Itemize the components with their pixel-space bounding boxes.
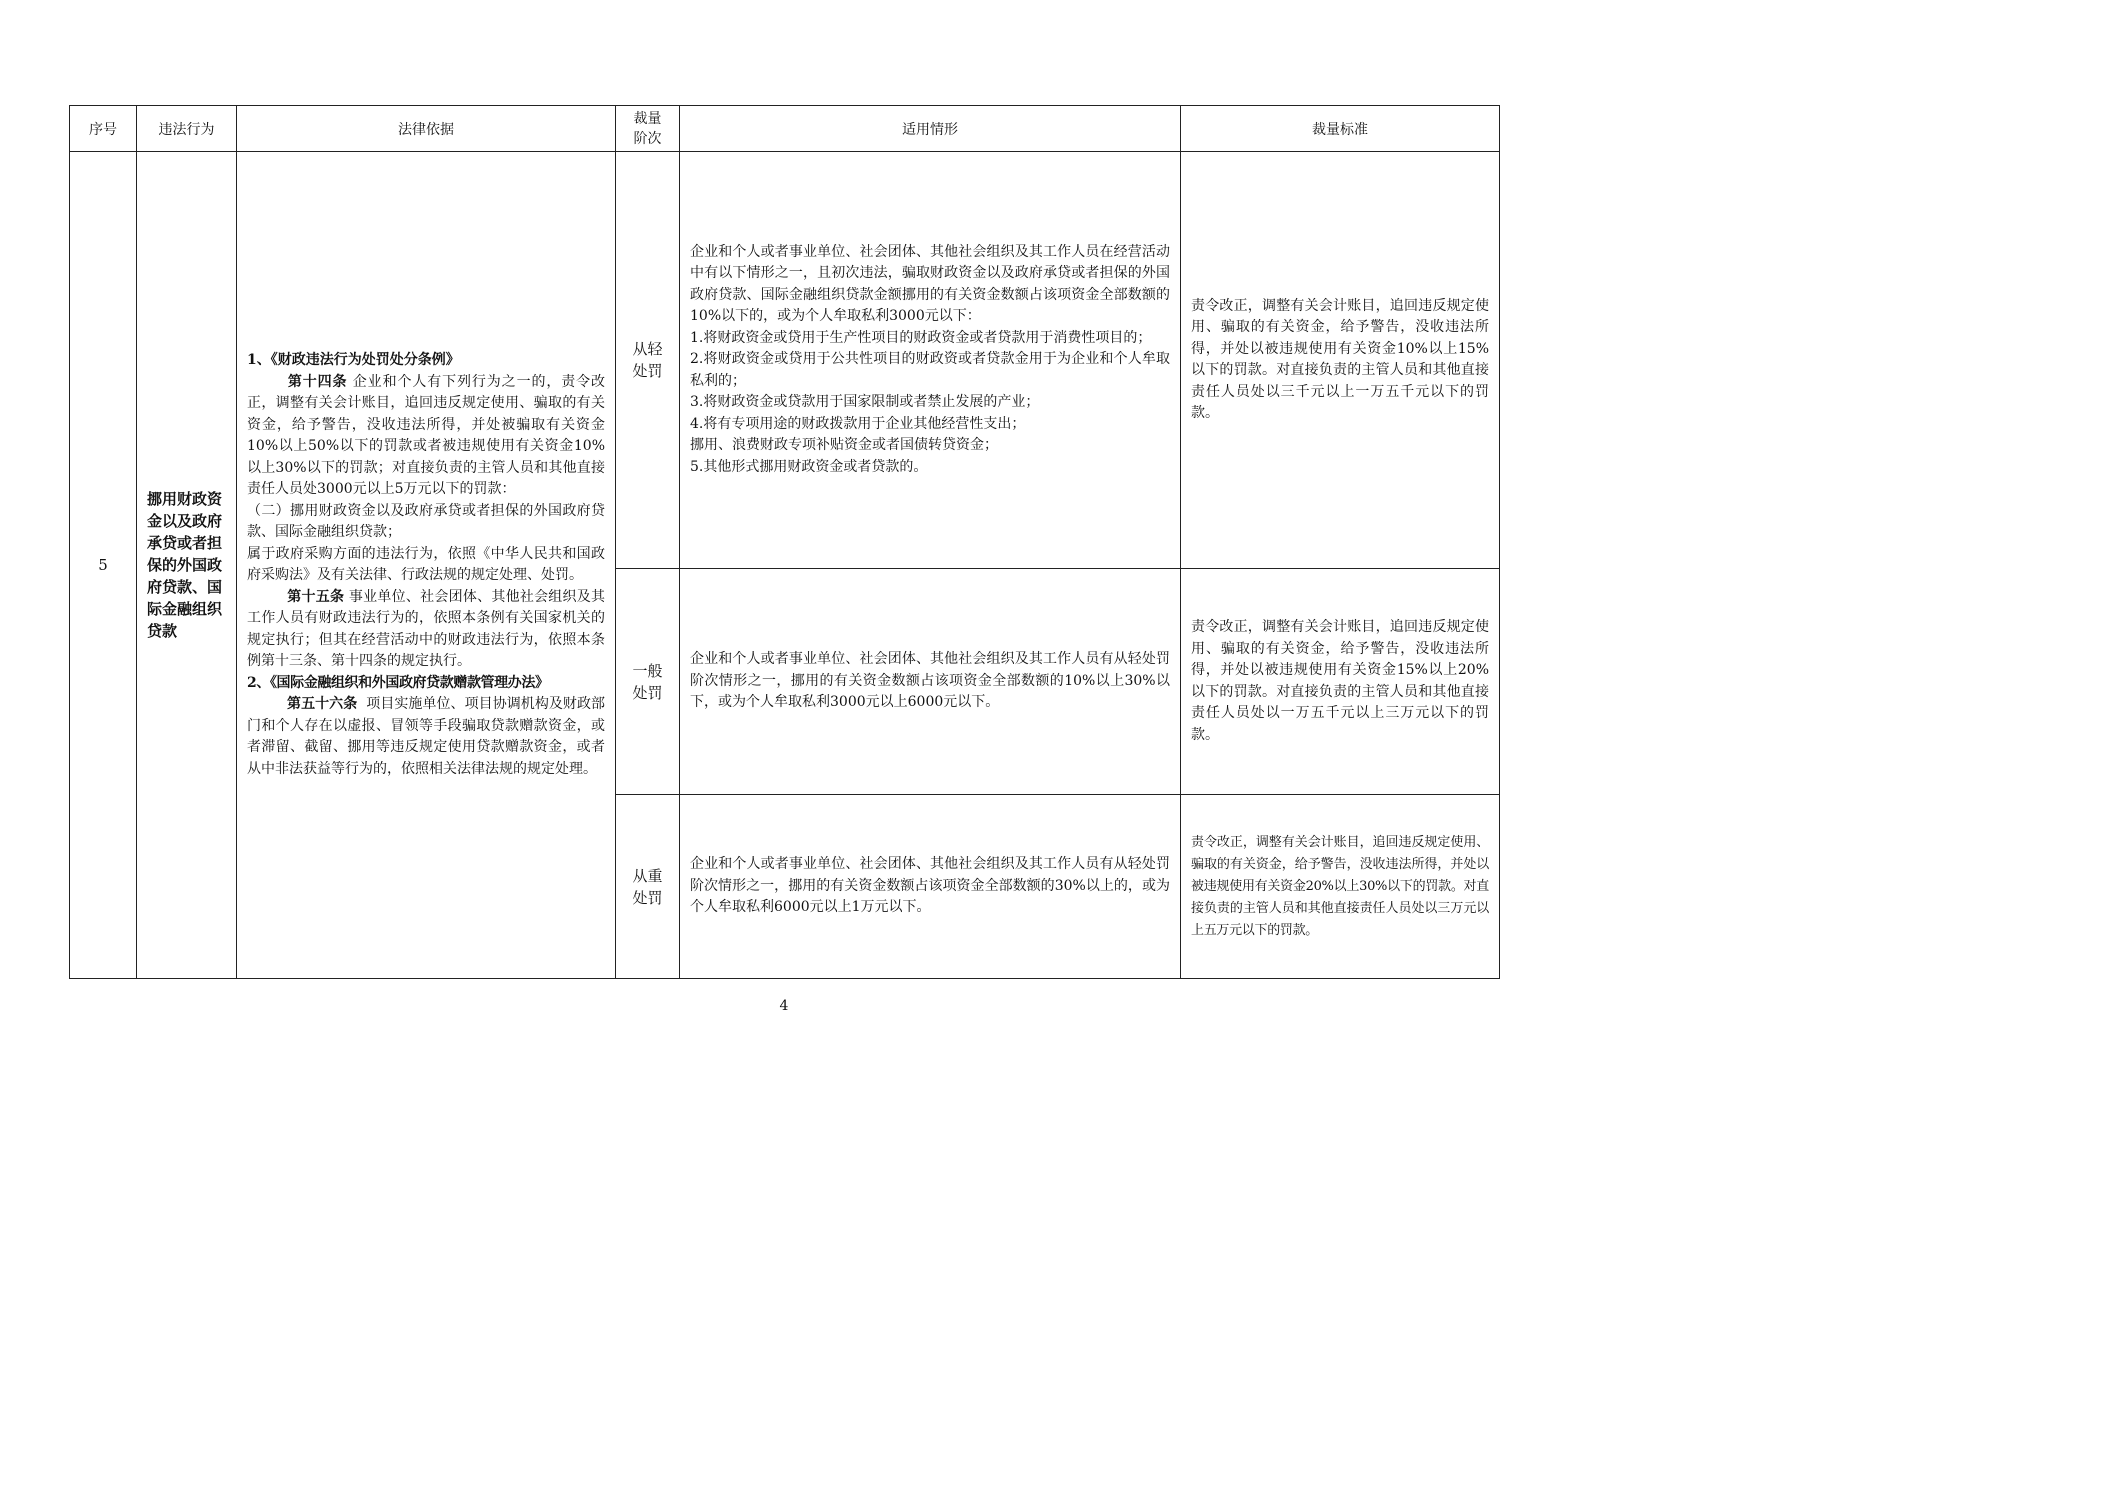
situation-light-item-5: 5.其他形式挪用财政资金或者贷款的。 bbox=[690, 458, 928, 475]
article-14-text: 企业和个人有下列行为之一的，责令改正，调整有关会计账目，追回违反规定使用、骗取的有关资金，给予警告，没收违法所得，并处被骗取有关资金10%以上50%以下的罚款或者被违规使用有关资金10%以上30%以下的罚款；对直接负责的主管人员和其他直接责任人员处3000元以上5万元以下的罚款： bbox=[247, 373, 606, 497]
legal-section-1-title: 1、《财政违法行为处罚处分条例》 bbox=[247, 352, 460, 368]
article-56-text: 项目实施单位、项目协调机构及财政部门和个人存在以虚报、冒领等手段骗取贷款赠款资金，或者滞留、截留、挪用等违反规定使用贷款赠款资金，或者从中非法获益等行为的，依照相关法律法规的规定处理。 bbox=[247, 696, 606, 777]
page-number: 4 bbox=[779, 998, 789, 1014]
article-15-label: 第十五条 bbox=[287, 588, 345, 605]
header-tier-line2: 阶次 bbox=[633, 130, 662, 147]
situation-light-item-1: 1.将财政资金或贷用于生产性项目的财政资金或者贷款用于消费性项目的； bbox=[690, 329, 1152, 346]
standard-general: 责令改正，调整有关会计账目，追回违反规定使用、骗取的有关资金，给予警告，没收违法所得，并处以被违规使用有关资金15%以上20%以下的罚款。对直接负责的主管人员和其他直接责任人员处以一万五千元以上三万元以下的罚款。 bbox=[1181, 569, 1500, 795]
situation-heavy: 企业和个人或者事业单位、社会团体、其他社会组织及其工作人员有从轻处罚阶次情形之一，挪用的有关资金数额占该项资金全部数额的30%以上的，或为个人牟取私利6000元以上1万元以下。 bbox=[680, 795, 1181, 979]
situation-general: 企业和个人或者事业单位、社会团体、其他社会组织及其工作人员有从轻处罚阶次情形之一，挪用的有关资金数额占该项资金全部数额的10%以上30%以下，或为个人牟取私利3000元以上6000元以下。 bbox=[680, 569, 1181, 795]
article-14-label: 第十四条 bbox=[287, 373, 348, 390]
header-standard: 裁量标准 bbox=[1181, 106, 1500, 152]
situation-light-item-4b: 挪用、浪费财政专项补贴资金或者国债转贷资金； bbox=[690, 437, 998, 454]
standard-heavy: 责令改正，调整有关会计账目，追回违反规定使用、骗取的有关资金，给予警告，没收违法所得，并处以被违规使用有关资金20%以上30%以下的罚款。对直接负责的主管人员和其他直接责任人员处以三万元以上五万元以下的罚款。 bbox=[1181, 795, 1500, 979]
table-row bbox=[70, 152, 1500, 569]
article-15-text: 事业单位、社会团体、其他社会组织及其工作人员有财政违法行为的，依照本条例有关国家机关的规定执行；但其在经营活动中的财政违法行为，依照本条例第十三条、第十四条的规定执行。 bbox=[247, 588, 606, 669]
legal-article-14-item-2: （二）挪用财政资金以及政府承贷或者担保的外国政府贷款、国际金融组织贷款； bbox=[247, 502, 605, 540]
situation-light-item-2: 2.将财政资金或贷用于公共性项目的财政资或者贷款金用于为企业和个人牟取私利的； bbox=[690, 351, 1170, 389]
tier-heavy-line2: 处罚 bbox=[632, 888, 663, 907]
tier-general bbox=[616, 569, 680, 795]
tier-heavy bbox=[616, 795, 680, 979]
tier-general-line1: 一般 bbox=[632, 661, 663, 680]
tier-light-line1: 从轻 bbox=[632, 340, 663, 358]
legal-article-14 bbox=[247, 372, 605, 501]
legal-article-14-procurement: 属于政府采购方面的违法行为，依照《中华人民共和国政府采购法》及有关法律、行政法规的规定处理、处罚。 bbox=[247, 545, 605, 583]
row-legal-basis bbox=[237, 152, 616, 979]
situation-light-item-3: 3.将财政资金或贷款用于国家限制或者禁止发展的产业； bbox=[690, 394, 1040, 411]
tier-light bbox=[616, 152, 680, 569]
header-violation: 违法行为 bbox=[137, 106, 237, 152]
discretion-table bbox=[69, 105, 1500, 979]
tier-light-line2: 处罚 bbox=[632, 362, 663, 380]
legal-article-56 bbox=[247, 694, 605, 780]
header-row bbox=[70, 106, 1500, 152]
header-legal-basis: 法律依据 bbox=[237, 106, 616, 152]
legal-section-2-title: 2、《国际金融组织和外国政府贷款赠款管理办法》 bbox=[247, 674, 549, 691]
situation-light-intro: 企业和个人或者事业单位、社会团体、其他社会组织及其工作人员在经营活动中有以下情形之一，且初次违法，骗取财政资金以及政府承贷或者担保的外国政府贷款、国际金融组织贷款金额挪用的有关资金数额占该项资金全部数额的10%以下的，或为个人牟取私利3000元以下： bbox=[690, 243, 1170, 325]
article-56-label: 第五十六条 bbox=[287, 696, 358, 712]
standard-light: 责令改正，调整有关会计账目，追回违反规定使用、骗取的有关资金，给予警告，没收违法所得，并处以被违规使用有关资金10%以上15%以下的罚款。对直接负责的主管人员和其他直接责任人员处以三千元以上一万五千元以下的罚款。 bbox=[1181, 152, 1500, 569]
situation-light-item-4: 4.将有专项用途的财政拨款用于企业其他经营性支出； bbox=[690, 415, 1026, 432]
situation-light bbox=[680, 152, 1181, 569]
header-seq: 序号 bbox=[70, 106, 137, 152]
row-violation: 挪用财政资金以及政府承贷或者担保的外国政府贷款、国际金融组织贷款 bbox=[137, 152, 237, 979]
header-tier bbox=[616, 106, 680, 152]
legal-article-15 bbox=[247, 587, 605, 673]
row-seq: 5 bbox=[70, 152, 137, 979]
tier-heavy-line1: 从重 bbox=[632, 866, 663, 885]
header-situation: 适用情形 bbox=[680, 106, 1181, 152]
header-tier-line1: 裁量 bbox=[633, 110, 662, 127]
tier-general-line2: 处罚 bbox=[632, 683, 663, 702]
